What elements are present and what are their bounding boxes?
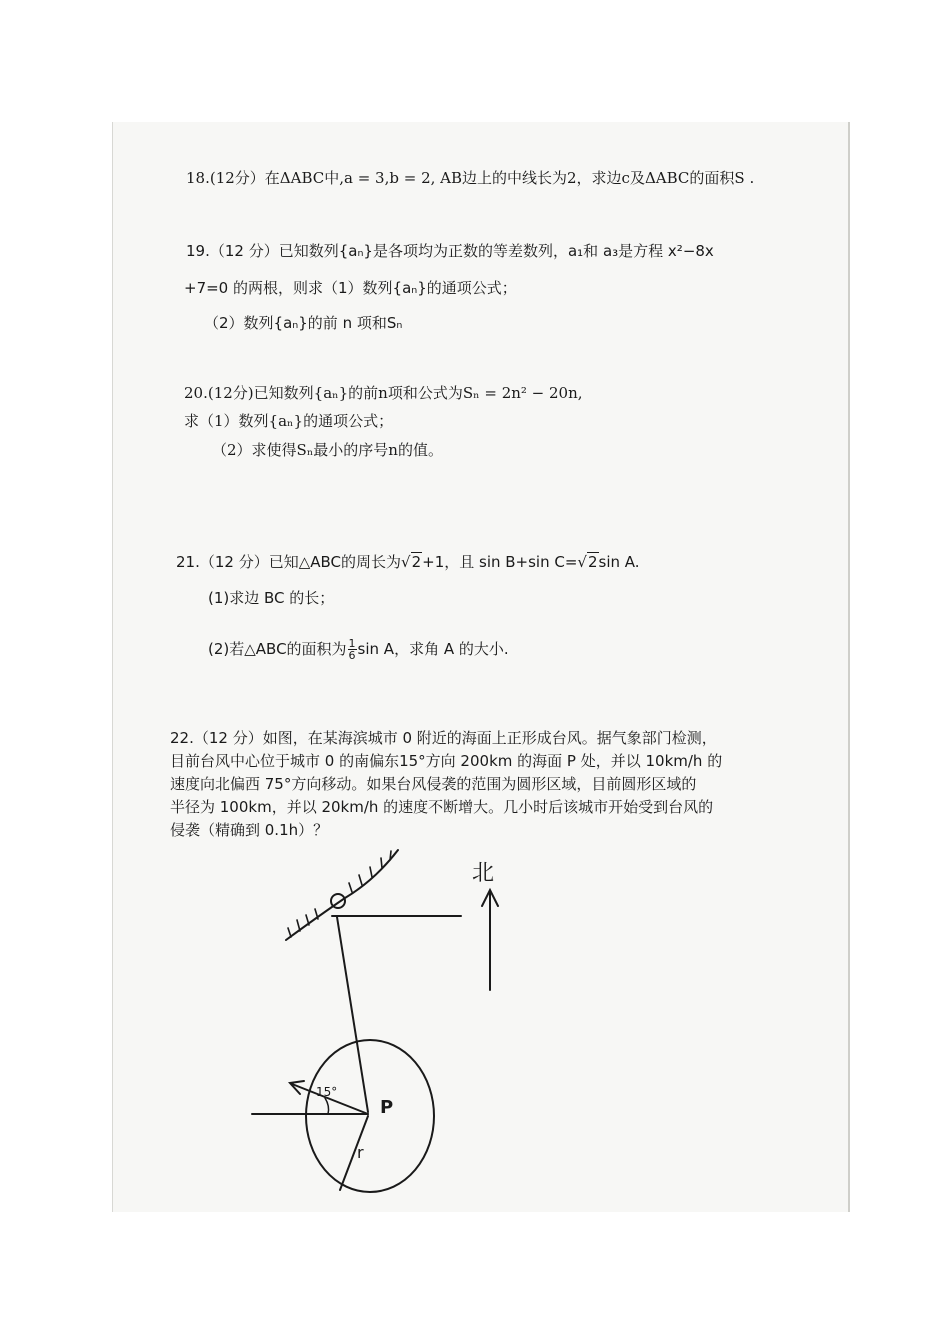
segment-op (337, 917, 368, 1112)
radius-label: r (357, 1143, 364, 1162)
fraction-numerator: 1 (348, 637, 356, 650)
storm-circle (306, 1040, 434, 1192)
question-21-part2-text-b: sin A，求角 A 的大小. (357, 640, 509, 658)
angle-arc (325, 1098, 329, 1114)
fraction-denominator: 6 (348, 649, 356, 662)
question-22-line-3: 速度向北偏西 75°方向移动。如果台风侵袭的范围为圆形区域，目前圆形区域的 (170, 775, 697, 793)
angle-label: 15° (316, 1085, 338, 1099)
question-21-text-c: sin A. (598, 553, 640, 571)
question-21-text-a: 21.（12 分）已知△ABC的周长为 (176, 553, 402, 571)
question-21-line-1: 21.（12 分）已知△ABC的周长为√2+1，且 sin B+sin C=√2sin A. (176, 553, 640, 571)
question-19-line-2: +7=0 的两根，则求（1）数列{aₙ}的通项公式； (184, 279, 517, 297)
question-18-text: 在ΔABC中,a = 3,b = 2, AB边上的中线长为2，求边c及ΔABC的面积S . (264, 169, 755, 187)
question-21-text-b: +1，且 sin B+sin C= (422, 553, 578, 571)
question-21-part2-text-a: (2)若△ABC的面积为 (208, 640, 347, 658)
question-21-radicand: 2 (411, 553, 422, 571)
question-22-line-4: 半径为 100km，并以 20km/h 的速度不断增大。几小时后该城市开始受到台风的 (170, 798, 714, 816)
question-20-line-3: （2）求使得Sₙ最小的序号n的值。 (212, 441, 443, 459)
north-label: 北 (472, 861, 495, 886)
question-22-line-5: 侵袭（精确到 0.1h）？ (170, 821, 329, 839)
question-20-line-2: 求（1）数列{aₙ}的通项公式； (184, 412, 394, 430)
question-19-text: 已知数列{aₙ}是各项均为正数的等差数列，a₁和 a₃是方程 x²−8x (278, 242, 714, 260)
question-21-radicand-2: 2 (587, 553, 598, 571)
question-19-label: 19.（12 分） (186, 242, 279, 260)
radius-line (340, 1116, 368, 1190)
question-19-line-3: （2）数列{aₙ}的前 n 项和Sₙ (204, 314, 403, 332)
question-22-line-1: 22.（12 分）如图，在某海滨城市 0 附近的海面上正形成台风。据气象部门检测， (170, 729, 717, 747)
question-22-line-2: 目前台风中心位于城市 0 的南偏东15°方向 200km 的海面 P 处，并以 10km/h 的 (170, 752, 723, 770)
city-o-marker (331, 894, 345, 908)
question-20-line-1: 20.(12分)已知数列{aₙ}的前n项和公式为Sₙ = 2n² − 20n, (184, 384, 583, 402)
question-21-line-2: (1)求边 BC 的长； (208, 589, 335, 607)
center-p-label: P (380, 1097, 394, 1118)
question-18-label: 18.(12分） (186, 169, 265, 187)
